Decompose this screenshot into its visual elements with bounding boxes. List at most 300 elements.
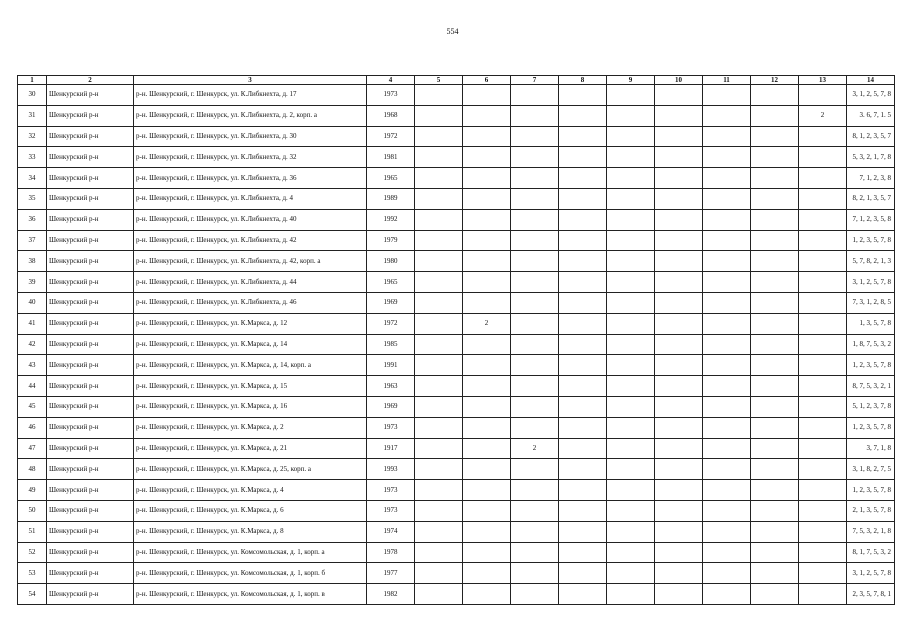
- row-number: 40: [18, 292, 47, 313]
- row-number: 31: [18, 105, 47, 126]
- column-6-cell: [463, 292, 511, 313]
- table-row: [18, 147, 895, 168]
- column-5-cell: [415, 417, 463, 438]
- column-9-cell: [607, 85, 655, 106]
- table-row: [18, 376, 895, 397]
- row-number: 43: [18, 355, 47, 376]
- column-9-cell: [607, 105, 655, 126]
- column-6-cell: [463, 500, 511, 521]
- table-row: [18, 230, 895, 251]
- column-6-cell: [463, 209, 511, 230]
- district-cell: Шенкурский р-н: [47, 188, 134, 209]
- district-cell: Шенкурский р-н: [47, 209, 134, 230]
- column-11-cell: [703, 563, 751, 584]
- row-number: 34: [18, 168, 47, 189]
- column-11-cell: [703, 168, 751, 189]
- column-11-cell: [703, 292, 751, 313]
- column-13-cell: [799, 480, 847, 501]
- table-row: [18, 480, 895, 501]
- column-13-cell: [799, 355, 847, 376]
- codes-cell: 1, 2, 3, 5, 7, 8: [847, 230, 895, 251]
- table-row: [18, 438, 895, 459]
- district-cell: Шенкурский р-н: [47, 500, 134, 521]
- row-number: 37: [18, 230, 47, 251]
- address-cell: р-н. Шенкурский, г. Шенкурск, ул. К.Либкнехта, д. 30: [134, 126, 367, 147]
- column-12-cell: [751, 209, 799, 230]
- column-10-cell: [655, 563, 703, 584]
- row-number: 36: [18, 209, 47, 230]
- codes-cell: 8, 7, 5, 3, 2, 1: [847, 376, 895, 397]
- column-13-cell: [799, 584, 847, 605]
- address-cell: р-н. Шенкурский, г. Шенкурск, ул. К.Маркса, д. 14: [134, 334, 367, 355]
- column-8-cell: [559, 459, 607, 480]
- column-13-cell: [799, 459, 847, 480]
- column-10-cell: [655, 188, 703, 209]
- column-10-cell: [655, 209, 703, 230]
- column-9-cell: [607, 500, 655, 521]
- column-8-cell: [559, 396, 607, 417]
- column-5-cell: [415, 459, 463, 480]
- column-13-cell: [799, 417, 847, 438]
- column-header-9: 9: [607, 76, 655, 85]
- column-8-cell: [559, 334, 607, 355]
- column-6-cell: [463, 251, 511, 272]
- codes-cell: 7, 1, 2, 3, 5, 8: [847, 209, 895, 230]
- column-11-cell: [703, 376, 751, 397]
- address-cell: р-н. Шенкурский, г. Шенкурск, ул. К.Маркса, д. 21: [134, 438, 367, 459]
- year-cell: 1917: [367, 438, 415, 459]
- row-number: 44: [18, 376, 47, 397]
- column-7-cell: [511, 396, 559, 417]
- column-header-7: 7: [511, 76, 559, 85]
- column-12-cell: [751, 355, 799, 376]
- year-cell: 1974: [367, 521, 415, 542]
- row-number: 41: [18, 313, 47, 334]
- column-9-cell: [607, 396, 655, 417]
- row-number: 39: [18, 272, 47, 293]
- column-10-cell: [655, 459, 703, 480]
- codes-cell: 7, 5, 3, 2, 1, 8: [847, 521, 895, 542]
- year-cell: 1985: [367, 334, 415, 355]
- column-8-cell: [559, 105, 607, 126]
- column-9-cell: [607, 417, 655, 438]
- column-header-3: 3: [134, 76, 367, 85]
- codes-cell: 7, 3, 1, 2, 8, 5: [847, 292, 895, 313]
- column-header-14: 14: [847, 76, 895, 85]
- year-cell: 1978: [367, 542, 415, 563]
- codes-cell: 1, 3, 5, 7, 8: [847, 313, 895, 334]
- codes-cell: 5, 3, 2, 1, 7, 8: [847, 147, 895, 168]
- district-cell: Шенкурский р-н: [47, 230, 134, 251]
- address-cell: р-н. Шенкурский, г. Шенкурск, ул. К.Маркса, д. 12: [134, 313, 367, 334]
- column-6-cell: [463, 334, 511, 355]
- year-cell: 1973: [367, 417, 415, 438]
- column-12-cell: [751, 584, 799, 605]
- column-7-cell: [511, 105, 559, 126]
- address-cell: р-н. Шенкурский, г. Шенкурск, ул. К.Маркса, д. 4: [134, 480, 367, 501]
- column-12-cell: [751, 480, 799, 501]
- column-header-5: 5: [415, 76, 463, 85]
- column-12-cell: [751, 396, 799, 417]
- table-row: [18, 188, 895, 209]
- column-9-cell: [607, 147, 655, 168]
- column-12-cell: [751, 459, 799, 480]
- column-10-cell: [655, 355, 703, 376]
- column-6-cell: [463, 85, 511, 106]
- column-7-cell: 2: [511, 438, 559, 459]
- column-5-cell: [415, 126, 463, 147]
- column-9-cell: [607, 230, 655, 251]
- district-cell: Шенкурский р-н: [47, 147, 134, 168]
- table-row: [18, 85, 895, 106]
- district-cell: Шенкурский р-н: [47, 521, 134, 542]
- column-12-cell: [751, 147, 799, 168]
- column-5-cell: [415, 521, 463, 542]
- column-11-cell: [703, 480, 751, 501]
- column-11-cell: [703, 147, 751, 168]
- district-cell: Шенкурский р-н: [47, 272, 134, 293]
- address-cell: р-н. Шенкурский, г. Шенкурск, ул. Комсомольская, д. 1, корп. в: [134, 584, 367, 605]
- column-header-8: 8: [559, 76, 607, 85]
- table-row: [18, 251, 895, 272]
- district-cell: Шенкурский р-н: [47, 105, 134, 126]
- address-cell: р-н. Шенкурский, г. Шенкурск, ул. К.Либкнехта, д. 40: [134, 209, 367, 230]
- column-7-cell: [511, 251, 559, 272]
- district-cell: Шенкурский р-н: [47, 168, 134, 189]
- column-6-cell: [463, 126, 511, 147]
- column-10-cell: [655, 251, 703, 272]
- column-9-cell: [607, 334, 655, 355]
- column-10-cell: [655, 542, 703, 563]
- table-row: [18, 209, 895, 230]
- column-8-cell: [559, 500, 607, 521]
- column-10-cell: [655, 313, 703, 334]
- column-7-cell: [511, 584, 559, 605]
- column-6-cell: [463, 417, 511, 438]
- column-5-cell: [415, 355, 463, 376]
- row-number: 48: [18, 459, 47, 480]
- district-cell: Шенкурский р-н: [47, 542, 134, 563]
- address-cell: р-н. Шенкурский, г. Шенкурск, ул. К.Маркса, д. 25, корп. а: [134, 459, 367, 480]
- column-13-cell: [799, 334, 847, 355]
- column-11-cell: [703, 396, 751, 417]
- column-10-cell: [655, 85, 703, 106]
- column-13-cell: [799, 376, 847, 397]
- column-7-cell: [511, 230, 559, 251]
- column-12-cell: [751, 376, 799, 397]
- row-number: 51: [18, 521, 47, 542]
- codes-cell: 1, 2, 3, 5, 7, 8: [847, 480, 895, 501]
- column-11-cell: [703, 459, 751, 480]
- column-11-cell: [703, 313, 751, 334]
- column-10-cell: [655, 376, 703, 397]
- column-8-cell: [559, 188, 607, 209]
- column-11-cell: [703, 230, 751, 251]
- column-11-cell: [703, 334, 751, 355]
- codes-cell: 3, 7, 1, 8: [847, 438, 895, 459]
- column-9-cell: [607, 376, 655, 397]
- column-7-cell: [511, 521, 559, 542]
- district-cell: Шенкурский р-н: [47, 376, 134, 397]
- year-cell: 1972: [367, 126, 415, 147]
- column-7-cell: [511, 209, 559, 230]
- address-cell: р-н. Шенкурский, г. Шенкурск, ул. Комсомольская, д. 1, корп. б: [134, 563, 367, 584]
- address-cell: р-н. Шенкурский, г. Шенкурск, ул. К.Либкнехта, д. 42, корп. а: [134, 251, 367, 272]
- address-cell: р-н. Шенкурский, г. Шенкурск, ул. К.Маркса, д. 2: [134, 417, 367, 438]
- address-cell: р-н. Шенкурский, г. Шенкурск, ул. К.Либкнехта, д. 44: [134, 272, 367, 293]
- column-5-cell: [415, 251, 463, 272]
- column-10-cell: [655, 438, 703, 459]
- column-5-cell: [415, 105, 463, 126]
- row-number: 46: [18, 417, 47, 438]
- column-12-cell: [751, 85, 799, 106]
- codes-cell: 1, 2, 3, 5, 7, 8: [847, 355, 895, 376]
- column-10-cell: [655, 272, 703, 293]
- column-11-cell: [703, 105, 751, 126]
- column-8-cell: [559, 417, 607, 438]
- column-10-cell: [655, 292, 703, 313]
- codes-cell: 8, 1, 7, 5, 3, 2: [847, 542, 895, 563]
- column-13-cell: [799, 542, 847, 563]
- column-5-cell: [415, 85, 463, 106]
- row-number: 49: [18, 480, 47, 501]
- table-row: [18, 126, 895, 147]
- column-9-cell: [607, 480, 655, 501]
- year-cell: 1993: [367, 459, 415, 480]
- column-9-cell: [607, 459, 655, 480]
- table-row: [18, 168, 895, 189]
- codes-cell: 3, 1, 2, 5, 7, 8: [847, 563, 895, 584]
- column-12-cell: [751, 251, 799, 272]
- year-cell: 1965: [367, 168, 415, 189]
- column-11-cell: [703, 542, 751, 563]
- column-9-cell: [607, 168, 655, 189]
- column-10-cell: [655, 126, 703, 147]
- row-number: 32: [18, 126, 47, 147]
- address-cell: р-н. Шенкурский, г. Шенкурск, ул. К.Либкнехта, д. 2, корп. а: [134, 105, 367, 126]
- column-13-cell: [799, 272, 847, 293]
- column-8-cell: [559, 355, 607, 376]
- row-number: 54: [18, 584, 47, 605]
- row-number: 50: [18, 500, 47, 521]
- column-7-cell: [511, 147, 559, 168]
- district-cell: Шенкурский р-н: [47, 417, 134, 438]
- column-12-cell: [751, 417, 799, 438]
- column-10-cell: [655, 230, 703, 251]
- table-row: [18, 563, 895, 584]
- column-10-cell: [655, 417, 703, 438]
- column-7-cell: [511, 376, 559, 397]
- column-6-cell: [463, 168, 511, 189]
- column-10-cell: [655, 168, 703, 189]
- column-8-cell: [559, 126, 607, 147]
- column-12-cell: [751, 272, 799, 293]
- year-cell: 1981: [367, 147, 415, 168]
- district-cell: Шенкурский р-н: [47, 126, 134, 147]
- column-9-cell: [607, 542, 655, 563]
- column-9-cell: [607, 355, 655, 376]
- column-5-cell: [415, 438, 463, 459]
- column-5-cell: [415, 147, 463, 168]
- column-9-cell: [607, 292, 655, 313]
- column-7-cell: [511, 85, 559, 106]
- table-body: [18, 85, 895, 605]
- column-11-cell: [703, 584, 751, 605]
- column-8-cell: [559, 168, 607, 189]
- address-cell: р-н. Шенкурский, г. Шенкурск, ул. К.Маркса, д. 14, корп. а: [134, 355, 367, 376]
- column-8-cell: [559, 147, 607, 168]
- year-cell: 1973: [367, 85, 415, 106]
- column-12-cell: [751, 500, 799, 521]
- column-11-cell: [703, 188, 751, 209]
- column-7-cell: [511, 542, 559, 563]
- column-8-cell: [559, 542, 607, 563]
- row-number: 47: [18, 438, 47, 459]
- column-6-cell: [463, 584, 511, 605]
- column-5-cell: [415, 188, 463, 209]
- codes-cell: 3. 6, 7, 1. 5: [847, 105, 895, 126]
- year-cell: 1963: [367, 376, 415, 397]
- table-row: [18, 272, 895, 293]
- codes-cell: 1, 2, 3, 5, 7, 8: [847, 417, 895, 438]
- address-cell: р-н. Шенкурский, г. Шенкурск, ул. Комсомольская, д. 1, корп. а: [134, 542, 367, 563]
- codes-cell: 2, 1, 3, 5, 7, 8: [847, 500, 895, 521]
- column-13-cell: [799, 85, 847, 106]
- column-11-cell: [703, 521, 751, 542]
- column-5-cell: [415, 209, 463, 230]
- column-5-cell: [415, 272, 463, 293]
- column-7-cell: [511, 355, 559, 376]
- row-number: 53: [18, 563, 47, 584]
- table-row: [18, 355, 895, 376]
- column-13-cell: [799, 521, 847, 542]
- table-row: [18, 105, 895, 126]
- district-cell: Шенкурский р-н: [47, 563, 134, 584]
- column-12-cell: [751, 230, 799, 251]
- column-5-cell: [415, 480, 463, 501]
- column-13-cell: [799, 438, 847, 459]
- year-cell: 1968: [367, 105, 415, 126]
- column-header-6: 6: [463, 76, 511, 85]
- column-9-cell: [607, 563, 655, 584]
- column-5-cell: [415, 292, 463, 313]
- column-5-cell: [415, 500, 463, 521]
- column-13-cell: [799, 188, 847, 209]
- district-cell: Шенкурский р-н: [47, 292, 134, 313]
- row-number: 42: [18, 334, 47, 355]
- codes-cell: 3, 1, 2, 5, 7, 8: [847, 85, 895, 106]
- codes-cell: 7, 1, 2, 3, 8: [847, 168, 895, 189]
- column-header-12: 12: [751, 76, 799, 85]
- year-cell: 1991: [367, 355, 415, 376]
- column-6-cell: [463, 376, 511, 397]
- column-7-cell: [511, 126, 559, 147]
- column-5-cell: [415, 230, 463, 251]
- column-11-cell: [703, 272, 751, 293]
- codes-cell: 5, 7, 8, 2, 1, 3: [847, 251, 895, 272]
- address-cell: р-н. Шенкурский, г. Шенкурск, ул. К.Либкнехта, д. 32: [134, 147, 367, 168]
- column-8-cell: [559, 563, 607, 584]
- address-cell: р-н. Шенкурский, г. Шенкурск, ул. К.Маркса, д. 16: [134, 396, 367, 417]
- column-10-cell: [655, 147, 703, 168]
- column-6-cell: [463, 396, 511, 417]
- column-9-cell: [607, 584, 655, 605]
- district-cell: Шенкурский р-н: [47, 396, 134, 417]
- district-cell: Шенкурский р-н: [47, 251, 134, 272]
- codes-cell: 8, 2, 1, 3, 5, 7: [847, 188, 895, 209]
- column-13-cell: [799, 500, 847, 521]
- column-6-cell: [463, 355, 511, 376]
- header-row: [18, 76, 895, 85]
- column-13-cell: [799, 230, 847, 251]
- column-7-cell: [511, 459, 559, 480]
- column-9-cell: [607, 313, 655, 334]
- column-5-cell: [415, 584, 463, 605]
- address-cell: р-н. Шенкурский, г. Шенкурск, ул. К.Маркса, д. 15: [134, 376, 367, 397]
- column-13-cell: [799, 209, 847, 230]
- codes-cell: 3, 1, 8, 2, 7, 5: [847, 459, 895, 480]
- column-12-cell: [751, 438, 799, 459]
- column-header-11: 11: [703, 76, 751, 85]
- column-10-cell: [655, 334, 703, 355]
- column-header-1: 1: [18, 76, 47, 85]
- row-number: 35: [18, 188, 47, 209]
- table-row: [18, 396, 895, 417]
- district-cell: Шенкурский р-н: [47, 355, 134, 376]
- codes-cell: 2, 3, 5, 7, 8, 1: [847, 584, 895, 605]
- year-cell: 1982: [367, 584, 415, 605]
- column-8-cell: [559, 438, 607, 459]
- column-13-cell: [799, 126, 847, 147]
- column-12-cell: [751, 521, 799, 542]
- column-8-cell: [559, 521, 607, 542]
- data-table: [17, 75, 895, 605]
- column-7-cell: [511, 417, 559, 438]
- column-8-cell: [559, 313, 607, 334]
- column-9-cell: [607, 251, 655, 272]
- district-cell: Шенкурский р-н: [47, 584, 134, 605]
- district-cell: Шенкурский р-н: [47, 334, 134, 355]
- year-cell: 1973: [367, 500, 415, 521]
- column-6-cell: [463, 188, 511, 209]
- address-cell: р-н. Шенкурский, г. Шенкурск, ул. К.Либкнехта, д. 17: [134, 85, 367, 106]
- column-13-cell: [799, 147, 847, 168]
- column-11-cell: [703, 251, 751, 272]
- year-cell: 1969: [367, 396, 415, 417]
- year-cell: 1977: [367, 563, 415, 584]
- column-8-cell: [559, 209, 607, 230]
- year-cell: 1969: [367, 292, 415, 313]
- district-cell: Шенкурский р-н: [47, 313, 134, 334]
- table-row: [18, 459, 895, 480]
- column-6-cell: [463, 563, 511, 584]
- table-row: [18, 500, 895, 521]
- column-13-cell: [799, 168, 847, 189]
- column-12-cell: [751, 188, 799, 209]
- year-cell: 1979: [367, 230, 415, 251]
- table-row: [18, 542, 895, 563]
- column-8-cell: [559, 85, 607, 106]
- column-10-cell: [655, 480, 703, 501]
- column-8-cell: [559, 292, 607, 313]
- column-5-cell: [415, 542, 463, 563]
- column-12-cell: [751, 542, 799, 563]
- table-row: [18, 292, 895, 313]
- column-9-cell: [607, 521, 655, 542]
- codes-cell: 3, 1, 2, 5, 7, 8: [847, 272, 895, 293]
- column-9-cell: [607, 272, 655, 293]
- column-11-cell: [703, 355, 751, 376]
